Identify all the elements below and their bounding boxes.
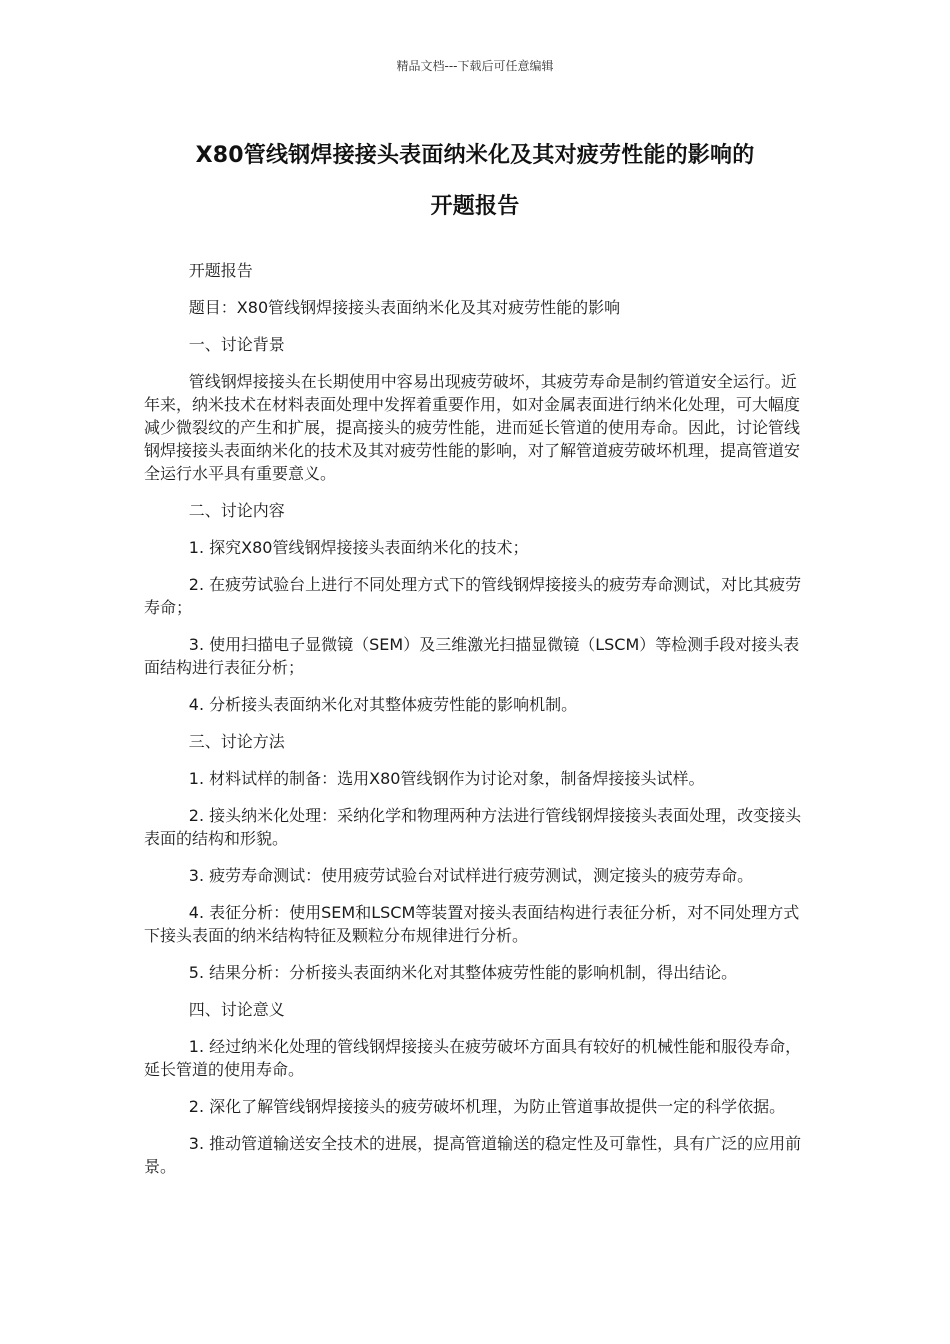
content-item-3: 3. 使用扫描电子显微镜（SEM）及三维激光扫描显微镜（LSCM）等检测手段对接头表面结构进行表征分析； — [144, 635, 800, 677]
method-item-4: 4. 表征分析：使用SEM和LSCM等装置对接头表面结构进行表征分析，对不同处理方式下接头表面的纳米结构特征及颗粒分布规律进行分析。 — [144, 903, 800, 945]
content-item-2: 2. 在疲劳试验台上进行不同处理方式下的管线钢焊接接头的疲劳寿命测试，对比其疲劳寿命； — [144, 575, 802, 617]
section-heading-content: 二、讨论内容 — [188, 501, 285, 520]
document-title-line-2: 开题报告 — [430, 194, 520, 219]
header-note: 精品文档---下载后可任意编辑 — [396, 59, 554, 73]
section-heading-significance: 四、讨论意义 — [188, 1000, 285, 1019]
content-item-1: 1. 探究X80管线钢焊接接头表面纳米化的技术； — [188, 538, 529, 557]
label-report: 开题报告 — [188, 261, 253, 280]
section-heading-method: 三、讨论方法 — [188, 732, 285, 751]
method-item-5: 5. 结果分析：分析接头表面纳米化对其整体疲劳性能的影响机制，得出结论。 — [188, 963, 738, 982]
significance-item-3: 3. 推动管道输送安全技术的进展，提高管道输送的稳定性及可靠性，具有广泛的应用前景。 — [144, 1134, 802, 1176]
document-title-line-1: X80管线钢焊接接头表面纳米化及其对疲劳性能的影响的 — [195, 143, 755, 168]
content-item-4: 4. 分析接头表面纳米化对其整体疲劳性能的影响机制。 — [188, 695, 578, 714]
section-heading-background: 一、讨论背景 — [188, 335, 285, 354]
topic-line: 题目：X80管线钢焊接接头表面纳米化及其对疲劳性能的影响 — [188, 298, 621, 317]
significance-item-1: 1. 经过纳米化处理的管线钢焊接接头在疲劳破坏方面具有较好的机械性能和服役寿命，延长管道的使用寿命。 — [144, 1037, 802, 1079]
significance-item-2: 2. 深化了解管线钢焊接接头的疲劳破坏机理，为防止管道事故提供一定的科学依据。 — [188, 1097, 786, 1116]
method-item-1: 1. 材料试样的制备：选用X80管线钢作为讨论对象，制备焊接接头试样。 — [188, 769, 705, 788]
method-item-2: 2. 接头纳米化处理：采纳化学和物理两种方法进行管线钢焊接接头表面处理，改变接头表面的结构和形貌。 — [144, 806, 802, 848]
document-body — [144, 259, 808, 1192]
method-item-3: 3. 疲劳寿命测试：使用疲劳试验台对试样进行疲劳测试，测定接头的疲劳寿命。 — [188, 866, 754, 885]
background-paragraph: 管线钢焊接接头在长期使用中容易出现疲劳破坏，其疲劳寿命是制约管道安全运行。近年来，纳米技术在材料表面处理中发挥着重要作用，如对金属表面进行纳米化处理，可大幅度减少微裂纹的产生和扩展，提高接头的疲劳性能，进而延长管道的使用寿命。因此，讨论管线钢焊接接头表面纳米化的技术及其对疲劳性能的影响，对了解管道疲劳破坏机理，提高管道安全运行水平具有重要意义。 — [144, 372, 801, 483]
